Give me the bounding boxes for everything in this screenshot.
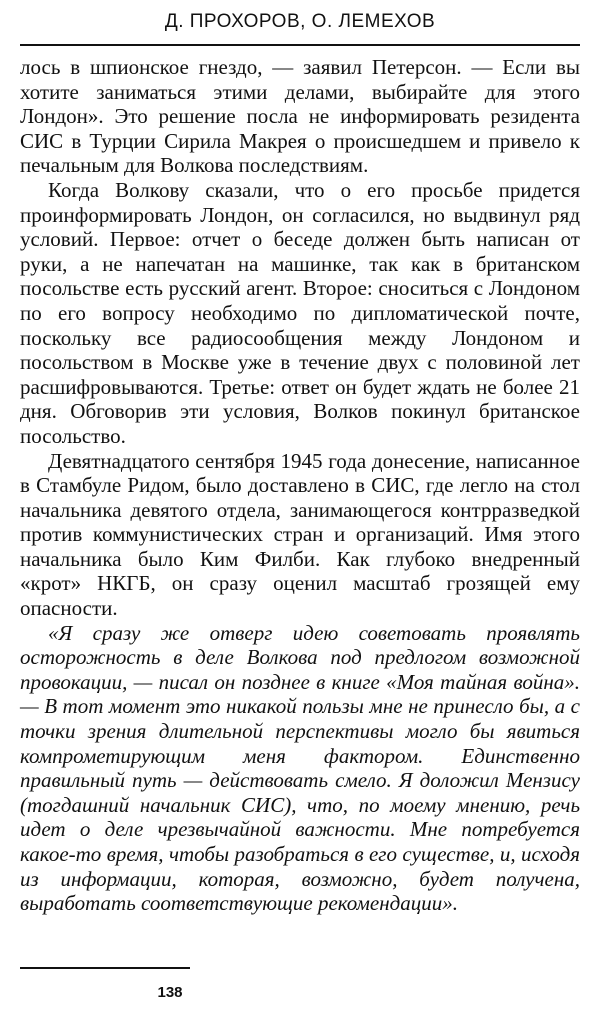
paragraph-philby: Девятнадцатого сентября 1945 года донесение, написанное в Стамбуле Ридом, было доставлено в СИС, где легло на стол начальника девятого отдела, занимающегося контрразведкой против коммунистических стран и организаций. Имя этого начальника было Ким Филби. Как глубоко внедренный «крот» НКГБ, он сразу оценил масштаб грозящей ему опасности.: [20, 448, 580, 621]
footnote-rule: [20, 967, 190, 969]
page-number: 138: [157, 984, 183, 1001]
paragraph-quote: «Я сразу же отверг идею советовать проявлять осторожность в деле Волкова под предлогом возможной провокации, — писал он позднее в книге «Моя тайная война». — В тот момент это никакой пользы мне не принесло бы, а с точки зрения длительной перспективы могло бы явиться компрометирующим меня фактором. Единственно правильный путь — действовать смело. Я доложил Мензису (тогдашний начальник СИС), что, по моему мнению, речь идет о деле чрезвычайной важности. Мне потребуется какое-то время, чтобы разобраться в его существе, и, исходя из информации, которая, возможно, будет получена, выработать соответствующие рекомендации».: [20, 620, 580, 916]
paragraph-continued: лось в шпионское гнездо, — заявил Петерсон. — Если вы хотите заниматься этими делами, выбирайте для этого Лондон». Это решение посла не информировать резидента СИС в Турции Сирила Макрея о происшедшем и привело к печальным для Волкова последствиям.: [20, 55, 580, 178]
header-rule: [20, 44, 580, 46]
body-text: [20, 55, 580, 916]
paragraph-volkov-conditions: Когда Волкову сказали, что о его просьбе придется проинформировать Лондон, он согласился, но выдвинул ряд условий. Первое: отчет о беседе должен быть написан от руки, а не напечатан на машинке, так как в британском посольстве есть русский агент. Второе: сноситься с Лондоном по его вопросу необходимо по дипломатической почте, поскольку все радиосообщения между Лондоном и посольством в Москве уже в течение двух с половиной лет расшифровываются. Третье: ответ он будет ждать не более 21 дня. Обговорив эти условия, Волков покинул британское посольство.: [20, 177, 580, 448]
running-title: Д. ПРОХОРОВ, О. ЛЕМЕХОВ: [164, 11, 436, 32]
